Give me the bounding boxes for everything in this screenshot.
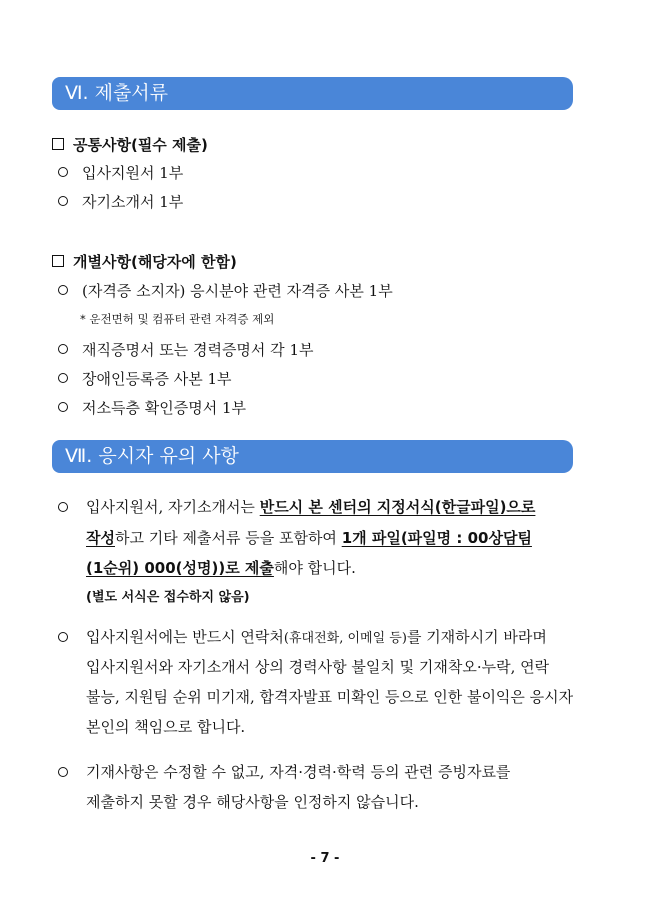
list-item: 재직증명서 또는 경력증명서 각 1부 xyxy=(58,339,313,360)
section-7-title-bar xyxy=(52,440,573,473)
circle-bullet-icon xyxy=(58,632,68,642)
emphasis-text: 반드시 본 센터의 지정서식(한글파일)으로 xyxy=(259,498,536,516)
note-text: * 운전면허 및 컴퓨터 관련 자격증 제외 xyxy=(80,312,275,326)
notice-line: 기재사항은 수정할 수 없고, 자격·경력·학력 등의 관련 증빙자료를 xyxy=(86,763,511,781)
section-6-title: Ⅵ. 제출서류 xyxy=(65,82,169,104)
notice-line: 작성하고 기타 제출서류 등을 포함하여 1개 파일(파일명 : 00상담팀 xyxy=(86,529,532,547)
section-7-title: Ⅶ. 응시자 유의 사항 xyxy=(65,445,239,467)
notice-line: 불능, 지원팀 순위 미기재, 합격자발표 미확인 등으로 인한 불이익은 응시자 xyxy=(86,688,574,706)
checkbox-square-icon xyxy=(52,138,64,150)
list-item: 저소득층 확인증명서 1부 xyxy=(58,397,246,418)
page-number: - 7 - xyxy=(310,851,340,866)
emphasis-text: 작성 xyxy=(86,529,115,547)
circle-bullet-icon xyxy=(58,167,68,177)
notice-remark: (별도 서식은 접수하지 않음) xyxy=(86,590,250,605)
circle-bullet-icon xyxy=(58,373,68,383)
circle-bullet-icon xyxy=(58,196,68,206)
circle-bullet-icon xyxy=(58,285,68,295)
circle-bullet-icon xyxy=(58,402,68,412)
section-6-title-bar xyxy=(52,77,573,110)
circle-bullet-icon xyxy=(58,502,68,512)
notice-line: 본인의 책임으로 합니다. xyxy=(86,718,246,736)
emphasis-text: 1개 파일(파일명 : 00상담팀 xyxy=(341,529,532,547)
emphasis-text: (1순위) 000(성명))로 제출 xyxy=(86,559,274,577)
list-item: 자기소개서 1부 xyxy=(58,191,183,212)
list-item: 장애인등록증 사본 1부 xyxy=(58,368,232,389)
notice-line: (1순위) 000(성명))로 제출해야 합니다. xyxy=(86,559,356,577)
list-item: 입사지원서 1부 xyxy=(58,162,183,183)
circle-bullet-icon xyxy=(58,344,68,354)
notice-line: 제출하지 못할 경우 해당사항을 인정하지 않습니다. xyxy=(86,793,419,811)
notice-line: 입사지원서에는 반드시 연락처(휴대전화, 이메일 등)를 기재하시기 바라며 xyxy=(86,628,547,646)
common-heading: 공통사항(필수 제출) xyxy=(52,134,208,155)
list-item: (자격증 소지자) 응시분야 관련 자격증 사본 1부 xyxy=(58,280,393,301)
circle-bullet-icon xyxy=(58,767,68,777)
individual-heading: 개별사항(해당자에 한함) xyxy=(52,251,237,272)
notice-line: 입사지원서, 자기소개서는 반드시 본 센터의 지정서식(한글파일)으로 xyxy=(86,498,536,516)
checkbox-square-icon xyxy=(52,255,64,267)
notice-line: 입사지원서와 자기소개서 상의 경력사항 불일치 및 기재착오·누락, 연락 xyxy=(86,658,550,676)
